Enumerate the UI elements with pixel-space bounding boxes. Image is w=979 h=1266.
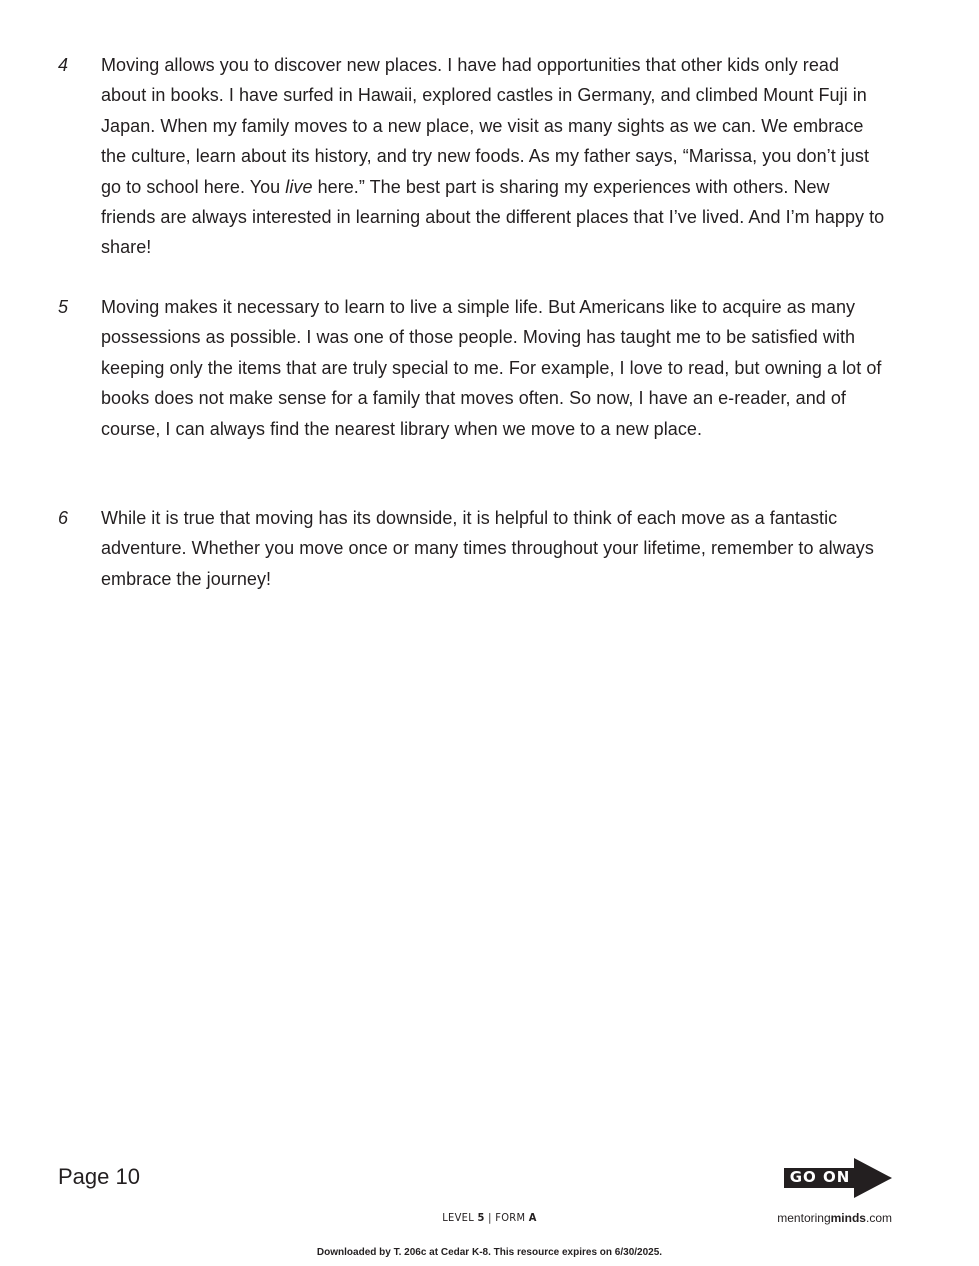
download-notice: Downloaded by T. 206c at Cedar K-8. This resource expires on 6/30/2025. bbox=[316, 1247, 663, 1258]
paragraph-text-part: here.” The best part is sharing my experiences with others. New friends are always interested in learning about the different places that I’ve lived. And I’m happy to share! bbox=[101, 176, 885, 258]
paragraph-5 bbox=[58, 292, 888, 444]
brand-logo bbox=[777, 1211, 892, 1225]
brand-prefix: mentoring bbox=[777, 1211, 831, 1225]
paragraph-text-part: Moving allows you to discover new places. I have had opportunities that other kids only read about in books. I have surfed in Hawaii, explored castles in Germany, and climbed Mount Fuji in Japan. When my family moves to a new place, we visit as many sights as we can. We embrace the culture, learn about its history, and try new foods. As my father says, “Marissa, you don’t just go to school here. You bbox=[101, 55, 870, 197]
paragraph-6 bbox=[58, 503, 888, 594]
go-on-label: GO ON bbox=[789, 1168, 851, 1186]
brand-suffix: .com bbox=[865, 1211, 892, 1225]
go-on-indicator bbox=[784, 1158, 892, 1198]
paragraph-text: Moving makes it necessary to learn to live a simple life. But Americans like to acquire as many possessions as possible. I was one of those people. Moving has taught me to be satisfied with keeping only the items that are truly special to me. For example, I love to read, but owning a lot of books does not make sense for a family that moves often. So now, I have an e-reader, and of course, I can always find the nearest library when we move to a new place. bbox=[101, 297, 882, 439]
level-value: 5 bbox=[477, 1211, 485, 1224]
italic-emphasis: live bbox=[285, 176, 313, 197]
brand-bold: minds bbox=[830, 1211, 866, 1225]
separator: | bbox=[484, 1211, 496, 1224]
paragraph-number: 4 bbox=[58, 55, 69, 75]
level-prefix: LEVEL bbox=[442, 1211, 478, 1224]
paragraph-text: While it is true that moving has its downside, it is helpful to think of each move as a fantastic adventure. Whether you move once or many times throughout your lifetime, remember to always embrace the journey! bbox=[101, 508, 874, 589]
form-prefix: FORM bbox=[495, 1211, 529, 1224]
paragraph-number: 5 bbox=[58, 297, 69, 317]
form-value: A bbox=[528, 1211, 537, 1224]
page-number: Page 10 bbox=[58, 1164, 140, 1189]
paragraph-text bbox=[101, 50, 888, 263]
paragraph-4 bbox=[58, 50, 888, 263]
paragraph-number: 6 bbox=[58, 508, 69, 528]
